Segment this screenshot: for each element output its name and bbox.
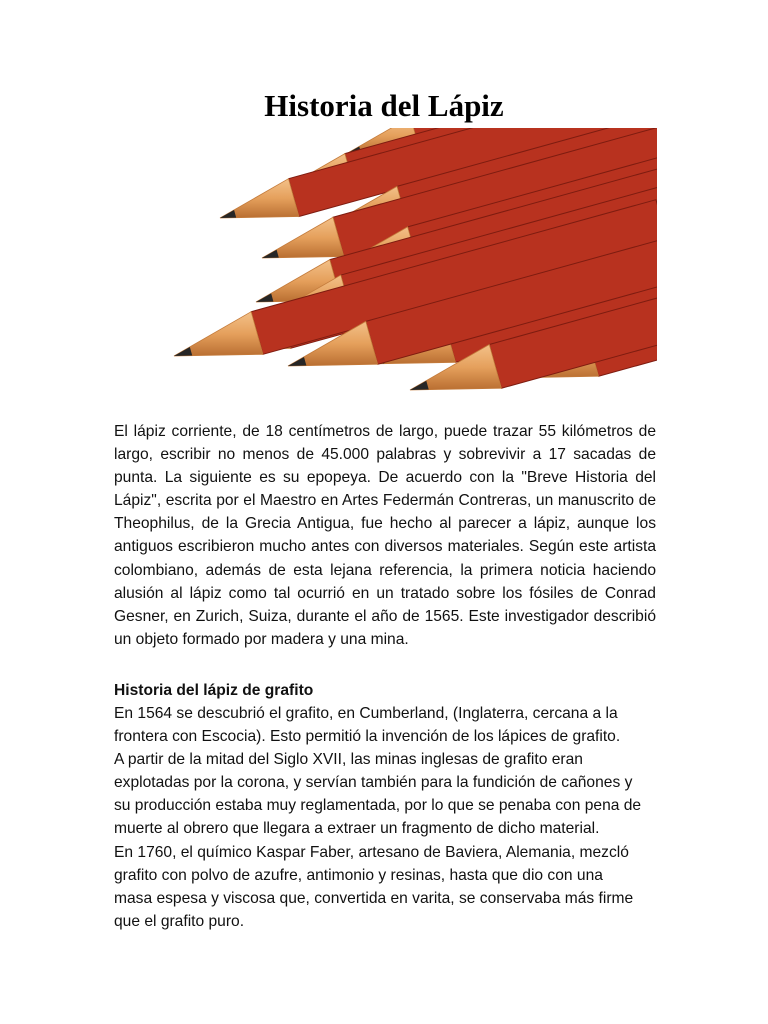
section-body	[114, 702, 656, 933]
section-line: muerte al obrero que llegara a extraer un fragmento de dicho material.	[114, 820, 600, 838]
page-title: Historia del Lápiz	[264, 88, 504, 123]
intro-paragraph: El lápiz corriente, de 18 centímetros de largo, puede trazar 55 kilómetros de largo, escribir no menos de 45.000 palabras y sobrevivir a 17 sacadas de punta. La siguiente es su epopeya. De acuerdo con la "Breve Historia del Lápiz", escrita por el Maestro en Artes Federmán Contreras, un manuscrito de Theophilus, de la Grecia Antigua, fue hecho al parecer a lápiz, aunque los antiguos escribieron mucho antes con diversos materiales. Según este artista colombiano, además de esta lejana referencia, la primera noticia haciendo alusión al lápiz como tal ocurrió en un tratado sobre los fósiles de Conrad Gesner, en Zurich, Suiza, durante el año de 1565. Este investigador describió un objeto formado por madera y una mina.	[114, 423, 656, 648]
section-line: grafito con polvo de azufre, antimonio y resinas, hasta que dio con una	[114, 866, 603, 884]
section-heading: Historia del lápiz de grafito	[114, 682, 314, 699]
intro-section	[114, 420, 656, 651]
section-line: En 1760, el químico Kaspar Faber, artesano de Baviera, Alemania, mezcló	[114, 843, 629, 861]
pencils-illustration	[160, 128, 657, 406]
section-line: En 1564 se descubrió el grafito, en Cumberland, (Inglaterra, cercana a la	[114, 705, 618, 722]
graphite-history-section	[114, 679, 656, 933]
section-line: frontera con Escocia). Esto permitió la invención de los lápices de grafito.	[114, 728, 621, 746]
section-line: que el grafito puro.	[114, 912, 245, 930]
section-line: su producción estaba muy reglamentada, por lo que se penaba con pena de	[114, 797, 642, 815]
section-line: explotadas por la corona, y servían también para la fundición de cañones y	[114, 774, 633, 792]
pencils-photo	[160, 128, 657, 406]
section-line: A partir de la mitad del Siglo XVII, las minas inglesas de grafito eran	[114, 751, 583, 769]
section-line: masa espesa y viscosa que, convertida en varita, se conservaba más firme	[114, 889, 634, 907]
